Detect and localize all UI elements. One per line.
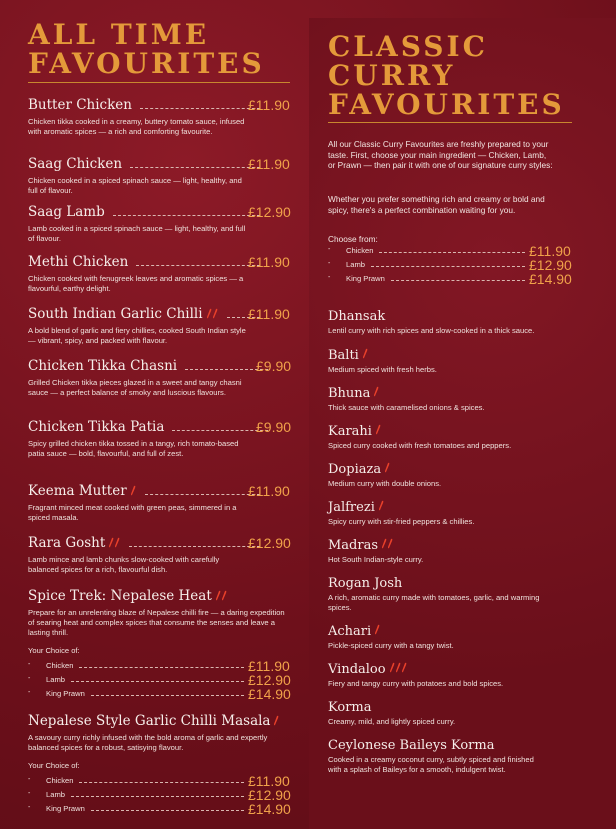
option-label: Chicken [46, 661, 74, 670]
option-price: £12.90 [248, 787, 291, 803]
item-name: Saag Chicken [28, 156, 123, 172]
option-label: King Prawn [46, 689, 85, 698]
choice-options [28, 659, 292, 701]
item-name: South Indian Garlic Chilli [28, 306, 219, 323]
curry-item [328, 424, 598, 451]
curry-name: Jalfrezi [328, 500, 598, 515]
menu-item [28, 204, 292, 244]
option-label: King Prawn [346, 274, 385, 283]
choose-title: Choose from: [328, 234, 378, 244]
leader-dots [140, 108, 260, 109]
option-bullet: - [28, 776, 31, 783]
curry-name: Dopiaza [328, 462, 598, 477]
curry-name: Korma [328, 700, 372, 715]
heading-line-2: FAVOURITES [28, 47, 265, 80]
heading-line-1: ALL TIME [28, 18, 210, 51]
choose-options [328, 244, 572, 286]
menu-item [28, 306, 292, 346]
leader-dots [79, 782, 244, 783]
all-time-favourites-heading [28, 20, 265, 78]
curry-name: Balti [328, 348, 598, 363]
curry-item [328, 662, 598, 689]
item-description: Lamb mince and lamb chunks slow-cooked with carefully balanced spices for a rich, flavourful dish. [28, 555, 220, 574]
chilli-icon [361, 348, 369, 363]
chilli-icon [107, 536, 121, 552]
chilli-icon [372, 386, 380, 401]
curry-item [328, 576, 598, 613]
menu-item [28, 358, 292, 398]
option-row [28, 788, 292, 802]
curry-item [328, 624, 598, 651]
curry-name: Rogan Josh [328, 576, 403, 591]
curry-description: Cooked in a creamy coconut curry, subtly spiced and finished with a splash of Baileys for a smooth, indulgent twist. [328, 755, 534, 774]
curry-description: Spicy curry with stir-fried peppers & chillies. [328, 517, 475, 526]
leader-dots [371, 266, 525, 267]
curry-description: Creamy, mild, and lightly spiced curry. [328, 717, 456, 726]
curry-name: Dhansak [328, 309, 386, 324]
leader-dots [91, 695, 244, 696]
item-description: Prepare for an unrelenting blaze of Nepalese chilli fire — a daring expedition of searing heat and complex spices that consume the senses and leave a lasting thrill. [28, 608, 285, 637]
leader-dots [379, 252, 525, 253]
option-row [328, 272, 572, 286]
item-price: £9.90 [256, 358, 292, 374]
item-name: Rara Gosht [28, 535, 121, 552]
curry-description: Hot South Indian-style curry. [328, 555, 424, 564]
option-row [28, 673, 292, 687]
option-label: Chicken [46, 776, 74, 785]
curry-item [328, 738, 598, 775]
curry-name: Bhuna [328, 386, 598, 401]
curry-item [328, 462, 598, 489]
intro-paragraph: All our Classic Curry Favourites are freshly prepared to your taste. First, choose your main ingredient — Chicken, Lamb, or Prawn — then pair it with one of our signature curry styles: [328, 139, 553, 170]
curry-item [328, 309, 598, 336]
option-label: Lamb [46, 790, 65, 799]
item-name: Chicken Tikka Chasni [28, 358, 178, 374]
leader-dots [145, 494, 260, 495]
option-row [28, 687, 292, 701]
curry-description: Spiced curry cooked with fresh tomatoes and peppers. [328, 441, 512, 450]
curry-item [328, 500, 598, 527]
option-bullet: - [328, 274, 331, 281]
heading-line-3: FAVOURITES [328, 88, 565, 121]
item-price: £12.90 [248, 204, 291, 220]
item-description: Lamb cooked in a spiced spinach sauce — light, healthy, and full of flavour. [28, 224, 246, 243]
item-description: A bold blend of garlic and fiery chillies, cooked South Indian style — vibrant, spicy, and packed with flavour. [28, 326, 246, 345]
curry-item [328, 386, 598, 413]
item-name: Methi Chicken [28, 254, 129, 270]
item-name: Nepalese Style Garlic Chilli Masala [28, 713, 280, 730]
option-row [328, 244, 572, 258]
option-label: Lamb [46, 675, 65, 684]
item-price: £12.90 [248, 535, 291, 551]
curry-item [328, 700, 598, 727]
item-name: Saag Lamb [28, 204, 105, 220]
option-price: £11.90 [248, 658, 290, 674]
item-price: £9.90 [256, 419, 292, 435]
curry-name: Karahi [328, 424, 598, 439]
chilli-icon [383, 462, 391, 477]
chilli-icon [377, 500, 385, 515]
curry-item [328, 348, 598, 375]
intro-paragraph-2: Whether you prefer something rich and creamy or bold and spicy, there's a perfect combination waiting for you. [328, 194, 545, 215]
menu-item [28, 97, 292, 137]
curry-description: Medium curry with double onions. [328, 479, 442, 488]
option-bullet: - [28, 804, 31, 811]
chilli-icon [205, 307, 219, 323]
option-price: £14.90 [529, 271, 572, 287]
menu-item [28, 254, 292, 294]
menu-item [28, 483, 292, 523]
choice-title: Your Choice of: [28, 761, 80, 770]
heading-divider [328, 122, 572, 123]
option-price: £11.90 [529, 243, 571, 259]
option-price: £14.90 [248, 686, 291, 702]
menu-item [28, 156, 292, 196]
leader-dots [391, 280, 525, 281]
curry-name: Vindaloo [328, 662, 598, 677]
item-name: Keema Mutter [28, 483, 137, 500]
leader-dots [113, 215, 260, 216]
item-price: £11.90 [248, 97, 290, 113]
option-row [28, 802, 292, 816]
curry-description: Thick sauce with caramelised onions & spices. [328, 403, 485, 412]
classic-curry-favourites-section [309, 18, 616, 829]
item-price: £11.90 [248, 306, 290, 322]
item-price: £11.90 [248, 156, 290, 172]
chilli-icon [380, 538, 394, 553]
curry-description: Lentil curry with rich spices and slow-cooked in a thick sauce. [328, 326, 535, 335]
leader-dots [71, 796, 244, 797]
chilli-icon [129, 484, 137, 500]
curry-description: Fiery and tangy curry with potatoes and bold spices. [328, 679, 504, 688]
menu-item-spice-trek [28, 588, 292, 701]
option-price: £12.90 [248, 672, 291, 688]
item-description: Grilled Chicken tikka pieces glazed in a sweet and tangy chasni sauce — a perfect balance of smoky and luscious flavours. [28, 378, 242, 397]
option-bullet: - [28, 689, 31, 696]
curry-name: Madras [328, 538, 598, 553]
item-description: Fragrant minced meat cooked with green peas, simmered in a spiced masala. [28, 503, 237, 522]
option-bullet: - [28, 661, 31, 668]
menu-item [28, 535, 292, 575]
curry-description: Medium spiced with fresh herbs. [328, 365, 437, 374]
menu-item-nepalese-garlic-chilli-masala [28, 713, 292, 816]
option-label: Chicken [346, 246, 374, 255]
chilli-icon [373, 624, 381, 639]
choice-options [28, 774, 292, 816]
menu-item [28, 419, 292, 459]
item-name: Chicken Tikka Patia [28, 419, 165, 435]
curry-list [328, 309, 598, 786]
chilli-icon [374, 424, 382, 439]
heading-line-2: CURRY [328, 59, 456, 92]
option-price: £12.90 [529, 257, 572, 273]
item-description: Chicken tikka cooked in a creamy, buttery tomato sauce, infused with aromatic spices — a rich and comforting favourite. [28, 117, 245, 136]
leader-dots [71, 681, 244, 682]
chilli-icon [214, 589, 228, 605]
item-price: £11.90 [248, 254, 290, 270]
option-price: £14.90 [248, 801, 291, 817]
item-name: Spice Trek: Nepalese Heat [28, 588, 228, 605]
item-description: Spicy grilled chicken tikka tossed in a tangy, rich tomato-based patia sauce — bold, flavourful, and full of zest. [28, 439, 239, 458]
option-bullet: - [28, 675, 31, 682]
option-bullet: - [28, 790, 31, 797]
leader-dots [91, 810, 244, 811]
item-price: £11.90 [248, 483, 290, 499]
heading-divider [28, 82, 290, 83]
option-row [28, 774, 292, 788]
chilli-icon [272, 714, 280, 730]
chilli-icon [388, 662, 408, 677]
curry-description: Pickle-spiced curry with a tangy twist. [328, 641, 454, 650]
item-name: Butter Chicken [28, 97, 132, 113]
curry-description: A rich, aromatic curry made with tomatoes, garlic, and warming spices. [328, 593, 540, 612]
option-bullet: - [328, 260, 331, 267]
curry-name: Ceylonese Baileys Korma [328, 738, 495, 753]
option-row [328, 258, 572, 272]
item-description: Chicken cooked with fenugreek leaves and aromatic spices — a flavourful, earthy delight. [28, 274, 244, 293]
curry-item [328, 538, 598, 565]
leader-dots [79, 667, 244, 668]
choice-title: Your Choice of: [28, 646, 80, 655]
option-label: Lamb [346, 260, 365, 269]
item-description: A savoury curry richly infused with the bold aroma of garlic and expertly balanced spices for a robust, satisying flavour. [28, 733, 268, 752]
classic-curry-heading [328, 32, 565, 119]
leader-dots [129, 546, 260, 547]
item-description: Chicken cooked in a spiced spinach sauce — light, healthy, and full of flavour. [28, 176, 242, 195]
option-bullet: - [328, 246, 331, 253]
option-row [28, 659, 292, 673]
heading-line-1: CLASSIC [328, 30, 488, 63]
leader-dots [130, 167, 260, 168]
option-label: King Prawn [46, 804, 85, 813]
curry-name: Achari [328, 624, 598, 639]
leader-dots [172, 430, 268, 431]
leader-dots [136, 265, 260, 266]
option-price: £11.90 [248, 773, 290, 789]
